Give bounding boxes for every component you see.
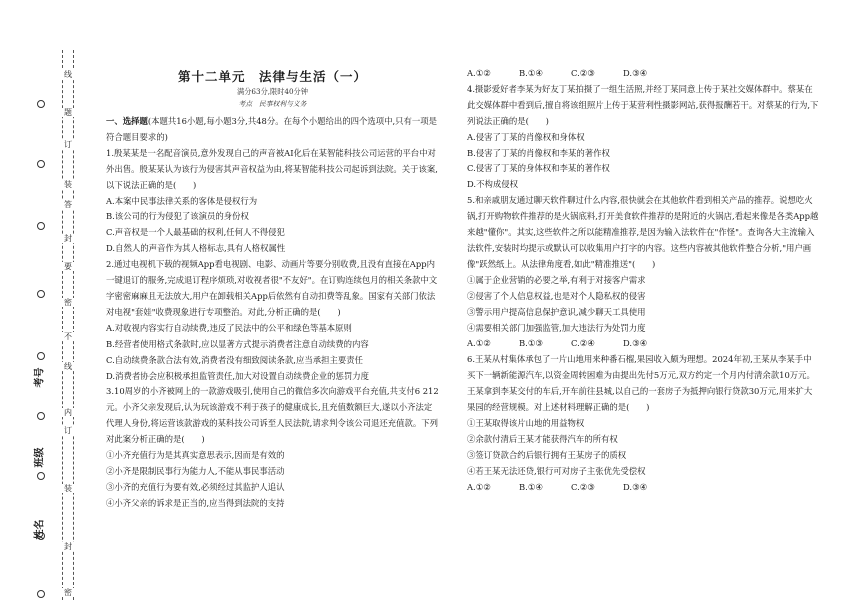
q1-option: A.本案中民事法律关系的客体是侵权行为 xyxy=(106,195,258,206)
q2-option: D.消费者协会应积极承担监管责任,加大对设置自动续费企业的惩罚力度 xyxy=(106,370,369,381)
binding-hole-icon xyxy=(37,352,45,360)
name-label: 姓名 xyxy=(34,519,46,540)
binding-margin xyxy=(0,0,80,608)
q6-item: ②余款付清后王某才能获得汽车的所有权 xyxy=(467,433,618,444)
q2-stem: 2.通过电视机下载的视频App看电视剧、电影、动画片等要分别收费,且没有直接在App内一键退订的服务,完成退订程序烦琐,对收视者很"不友好"。在订购连续包月的相关条款中文字密密麻麻且无法放大,用户在卸载相关App后依然有自动扣费等乱象。国家有关部门依法对电视"套娃"收费现象进行专项整治。对此,分析正确的是( ) xyxy=(106,259,438,317)
q6-item: ③签订贷款合约后银行拥有王某房子的质权 xyxy=(467,449,627,460)
class-label: 班级 xyxy=(34,447,46,468)
q3-item: ③小齐的充值行为要有效,必须经过其监护人追认 xyxy=(106,481,285,492)
seal-char: 装 xyxy=(61,180,75,189)
q4-option: B.侵害了丁某的肖像权和李某的著作权 xyxy=(467,147,610,158)
seal-char: 封 xyxy=(61,234,75,243)
seal-char: 订 xyxy=(61,140,75,149)
seal-char: 订 xyxy=(61,426,75,435)
answer-option: D.③④ xyxy=(623,68,648,78)
page-title: 第十二单元 法律与生活（一） xyxy=(177,69,367,84)
seal-char: 线 xyxy=(61,70,75,79)
q3-stem: 3.10周岁的小齐被网上的一款游戏吸引,使用自己的微信多次向游戏平台充值,共支付6 212元。小齐父亲发现后,认为玩该游戏不利于孩子的健康成长,且充值数额巨大,遂以小齐法定代理人身份,将运营该款游戏的某科技公司诉至人民法院,请求判令该公司退还充值款。下列对此案分析正确的是( ) xyxy=(106,386,439,445)
seal-char: 要 xyxy=(61,262,75,271)
left-column xyxy=(106,60,439,512)
seal-char: 密 xyxy=(61,298,75,307)
q4-option: A.侵害了丁某的肖像权和身体权 xyxy=(467,131,585,142)
q5-answers xyxy=(467,336,819,352)
q3-answers xyxy=(467,66,819,82)
section-heading xyxy=(106,114,439,146)
answer-option: D.③④ xyxy=(623,481,648,492)
section-title: 一、选择题 xyxy=(106,116,148,126)
q2-option: B.经营者使用格式条款时,应以显著方式提示消费者注意自动续费的内容 xyxy=(106,338,369,349)
q4-option: D.不构成侵权 xyxy=(467,179,518,190)
section-intro: (本题共16小题,每小题3分,共48分。在每个小题给出的四个选项中,只有一项是符合题目要求的) xyxy=(106,116,438,142)
q3-item: ①小齐充值行为是其真实意思表示,因而是有效的 xyxy=(106,450,285,461)
seal-char: 密 xyxy=(61,588,75,597)
seal-char: 答 xyxy=(61,200,75,209)
exam-no-label: 考号 xyxy=(34,367,46,388)
q6-item: ①王某取得该片山地的用益物权 xyxy=(467,417,585,428)
answer-option: C.②③ xyxy=(571,68,595,78)
answer-option: B.①③ xyxy=(519,338,543,349)
answer-option: C.②③ xyxy=(571,481,595,492)
binding-hole-icon xyxy=(37,100,45,108)
q6-stem: 6.王某从村集体承包了一片山地用来种番石榴,果园收入颇为理想。2024年初,王某从李某手中买下一辆新能源汽车,以资金周转困难为由提出先付5万元,双方约定一个月内付清余款10万元。王某拿到李某交付的车后,开车前往县城,以自己的一套房子为抵押向银行贷款30万元,用来扩大果园的经营规模。对上述材料理解正确的是( ) xyxy=(467,354,815,413)
answer-option: A.①② xyxy=(467,338,491,349)
q5-item: ①属于企业营销的必要之举,有利于对接客户需求 xyxy=(467,274,646,285)
q2-option: A.对收视内容实行自动续费,违反了民法中的公平和绿色等基本原则 xyxy=(106,322,352,333)
seal-char: 题 xyxy=(61,108,75,117)
answer-option: A.①② xyxy=(467,481,491,492)
seal-char: 封 xyxy=(61,542,75,551)
cut-line-outer xyxy=(73,50,74,600)
q3-item: ④小齐父亲的诉求是正当的,应当得到法院的支持 xyxy=(106,497,285,508)
seal-char: 不 xyxy=(61,332,75,341)
q1-option: B.该公司的行为侵犯了该演员的身份权 xyxy=(106,211,249,222)
q6-item: ④若王某无法还贷,银行可对房子主张优先受偿权 xyxy=(467,465,646,476)
q1-option: C.声音权是一个人最基础的权利,任何人不得侵犯 xyxy=(106,227,285,238)
answer-option: B.①④ xyxy=(519,481,543,492)
q4-stem: 4.摄影爱好者李某为好友丁某拍摄了一组生活照,并经丁某同意上传于某社交媒体群中。蔡某在此交媒体群中看到后,擅自将该组照片上传于某营利性摄影网站,获得报酬若干。对蔡某的行为,下列说法正确的是( ) xyxy=(467,83,819,126)
binding-hole-icon xyxy=(37,472,45,480)
topic-info: 考点 民事权利与义务 xyxy=(238,100,307,108)
answer-option: C.②④ xyxy=(571,338,595,349)
cut-line-inner xyxy=(62,50,63,600)
binding-hole-icon xyxy=(37,590,45,598)
q2-option: C.自动续费条款合法有效,消费者没有细致阅读条款,应当承担主要责任 xyxy=(106,354,363,365)
q3-item: ②小齐是限制民事行为能力人,不能从事民事活动 xyxy=(106,465,285,476)
score-info: 满分63分,限时40分钟 xyxy=(237,87,308,96)
answer-option: A.①② xyxy=(467,68,491,78)
binding-hole-icon xyxy=(37,412,45,420)
binding-hole-icon xyxy=(37,290,45,298)
seal-char: 装 xyxy=(61,484,75,493)
seal-char: 线 xyxy=(61,362,75,371)
q1-option: D.自然人的声音作为其人格标志,具有人格权属性 xyxy=(106,243,286,254)
q4-option: C.侵害了丁某的身体权和李某的著作权 xyxy=(467,163,610,174)
q5-item: ②侵害了个人信息权益,也是对个人隐私权的侵害 xyxy=(467,290,646,301)
binding-hole-icon xyxy=(37,160,45,168)
seal-char: 内 xyxy=(61,408,75,417)
binding-hole-icon xyxy=(37,222,45,230)
answer-option: B.①④ xyxy=(519,68,543,78)
q5-stem: 5.和亲戚朋友通过聊天软件聊过什么内容,很快就会在其他软件看到相关产品的推荐。说想吃火锅,打开购物软件推荐的是火锅底料,打开美食软件推荐的是附近的火锅店,看起来像是各类App越来越"懂你"。其实,这些软件之所以能精准推荐,是因为输入法软件在"作怪"。查询各大主流输入法软件,安装时均提示或默认可以收集用户打字的内容。这些内容被其他软件整合分析,"用户画像"跃然纸上。从法律角度看,如此"精准推送"( ) xyxy=(467,195,819,269)
answer-option: D.③④ xyxy=(623,338,648,349)
q1-stem: 1.殷某某是一名配音演员,意外发现自己的声音被AI化后在某智能科技公司运营的平台中对外出售。殷某某认为该行为侵害其声音权益为由,将某智能科技公司起诉到法院。关于该案,以下说法正确的是( ) xyxy=(106,147,438,190)
q6-answers xyxy=(467,480,819,496)
q5-item: ③警示用户提高信息保护意识,减少聊天工具使用 xyxy=(467,306,646,317)
right-column xyxy=(467,66,819,495)
q5-item: ④需要相关部门加强监管,加大违法行为处罚力度 xyxy=(467,322,646,333)
